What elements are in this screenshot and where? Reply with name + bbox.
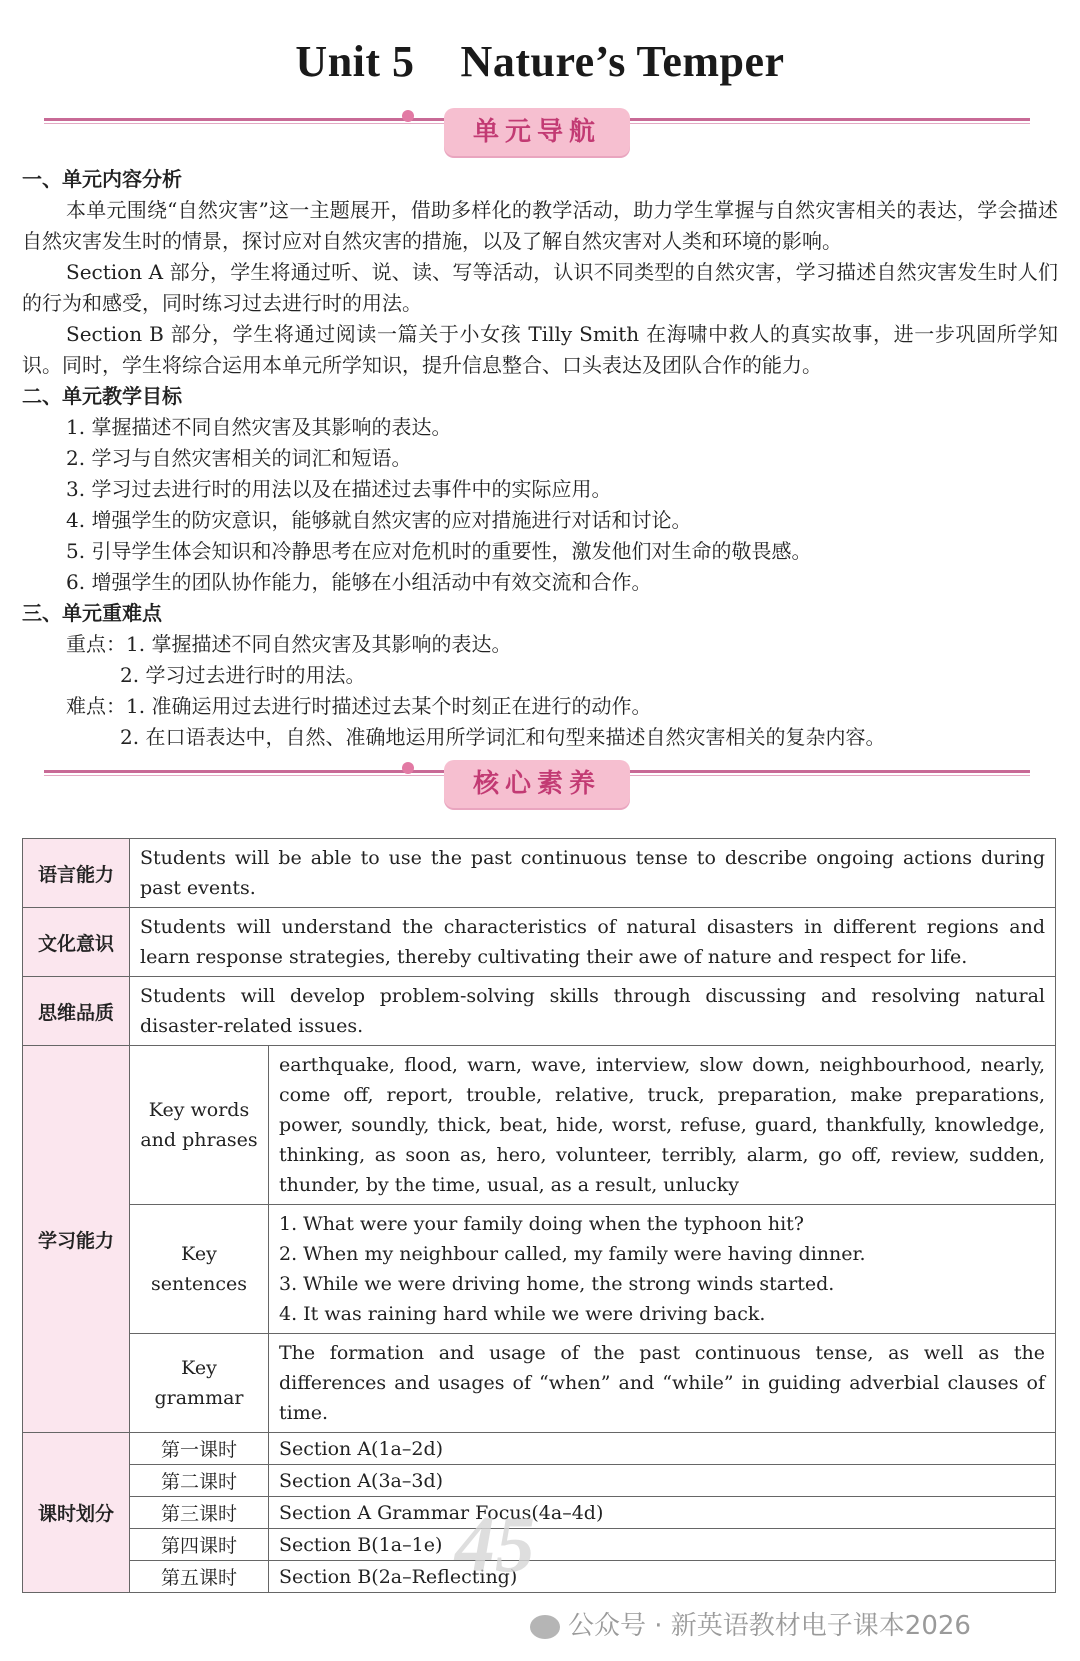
page-title: Unit 5 Nature’s Temper bbox=[295, 37, 785, 86]
key-grammar-cell: The formation and usage of the past continuous tense, as well as the differences and usages of “when” and “while” in guiding adverbial clauses of time. bbox=[269, 1334, 1056, 1433]
table-row bbox=[23, 1497, 1056, 1529]
section-banner-core bbox=[44, 760, 1030, 814]
paragraph: 本单元围绕“自然灾害”这一主题展开，借助多样化的教学活动，助力学生掌握与自然灾害相关的表达，学会描述自然灾害发生时的情景，探讨应对自然灾害的措施，以及了解自然灾害对人类和环境的影响。 bbox=[22, 198, 1058, 253]
key-point: 重点：1. 掌握描述不同自然灾害及其影响的表达。 bbox=[66, 632, 512, 656]
row-label: 思维品质 bbox=[23, 977, 130, 1046]
table-row bbox=[23, 839, 1056, 908]
key-words-cell: earthquake, flood, warn, wave, interview, slow down, neighbourhood, nearly, come off, report, trouble, relative, truck, preparation, make preparations, power, soundly, thick, beat, hide, worst, refuse, guard, thankfully, knowledge, thinking, as soon as, hero, volunteer, terribly, alarm, go off, review, sudden, thunder, by the time, usual, as a result, unlucky bbox=[269, 1046, 1056, 1205]
unit-navigation-text bbox=[22, 164, 1058, 753]
core-competencies-table bbox=[22, 838, 1056, 1593]
row-label: 文化意识 bbox=[23, 908, 130, 977]
lesson-content: Section A(1a–2d) bbox=[269, 1433, 1056, 1465]
row-label: 学习能力 bbox=[23, 1046, 130, 1433]
table-cell: Students will understand the characteristics of natural disasters in different regions and learn response strategies, thereby cultivating their awe of nature and respect for life. bbox=[130, 908, 1056, 977]
key-sentences-cell bbox=[269, 1205, 1056, 1334]
banner-label: 单元导航 bbox=[444, 108, 630, 156]
footer-watermark bbox=[530, 1605, 971, 1642]
lesson-period: 第五课时 bbox=[130, 1561, 269, 1593]
section-heading: 一、单元内容分析 bbox=[22, 167, 182, 191]
row-label: 语言能力 bbox=[23, 839, 130, 908]
list-item: 1. 掌握描述不同自然灾害及其影响的表达。 bbox=[66, 415, 452, 439]
sub-label: Key words and phrases bbox=[130, 1046, 269, 1205]
wechat-icon bbox=[530, 1615, 560, 1639]
sentence: 2. When my neighbour called, my family were having dinner. bbox=[279, 1243, 866, 1265]
table-row bbox=[23, 1334, 1056, 1433]
row-label: 课时划分 bbox=[23, 1433, 130, 1593]
table-row bbox=[23, 1205, 1056, 1334]
sentence: 1. What were your family doing when the typhoon hit? bbox=[279, 1213, 804, 1235]
list-item: 6. 增强学生的团队协作能力，能够在小组活动中有效交流和合作。 bbox=[66, 570, 652, 594]
lesson-content: Section B(1a–1e) bbox=[269, 1529, 1056, 1561]
lesson-period: 第四课时 bbox=[130, 1529, 269, 1561]
paragraph: Section A 部分，学生将通过听、说、读、写等活动，认识不同类型的自然灾害，学习描述自然灾害发生时人们的行为和感受，同时练习过去进行时的用法。 bbox=[22, 260, 1058, 315]
footer-text: 公众号 · 新英语教材电子课本2026 bbox=[568, 1611, 971, 1641]
table-row bbox=[23, 1433, 1056, 1465]
key-point: 2. 学习过去进行时的用法。 bbox=[120, 663, 366, 687]
list-item: 5. 引导学生体会知识和冷静思考在应对危机时的重要性，激发他们对生命的敬畏感。 bbox=[66, 539, 812, 563]
lesson-period: 第三课时 bbox=[130, 1497, 269, 1529]
section-heading: 二、单元教学目标 bbox=[22, 384, 182, 408]
difficult-point: 难点：1. 准确运用过去进行时描述过去某个时刻正在进行的动作。 bbox=[66, 694, 652, 718]
difficult-point: 2. 在口语表达中，自然、准确地运用所学词汇和句型来描述自然灾害相关的复杂内容。 bbox=[120, 725, 886, 749]
section-heading: 三、单元重难点 bbox=[22, 601, 162, 625]
banner-label: 核心素养 bbox=[444, 760, 630, 808]
lesson-content: Section B(2a–Reflecting) bbox=[269, 1561, 1056, 1593]
table-row bbox=[23, 1529, 1056, 1561]
table-row bbox=[23, 1465, 1056, 1497]
table-cell: Students will develop problem-solving skills through discussing and resolving natural disaster-related issues. bbox=[130, 977, 1056, 1046]
table-cell: Students will be able to use the past continuous tense to describe ongoing actions during past events. bbox=[130, 839, 1056, 908]
table-row bbox=[23, 1046, 1056, 1205]
table-row bbox=[23, 908, 1056, 977]
list-item: 4. 增强学生的防灾意识，能够就自然灾害的应对措施进行对话和讨论。 bbox=[66, 508, 692, 532]
list-item: 3. 学习过去进行时的用法以及在描述过去事件中的实际应用。 bbox=[66, 477, 612, 501]
sub-label: Key sentences bbox=[130, 1205, 269, 1334]
lesson-period: 第一课时 bbox=[130, 1433, 269, 1465]
lesson-content: Section A Grammar Focus(4a–4d) bbox=[269, 1497, 1056, 1529]
page-number-watermark: 45 bbox=[455, 1501, 535, 1589]
list-item: 2. 学习与自然灾害相关的词汇和短语。 bbox=[66, 446, 412, 470]
section-banner-navigation bbox=[44, 108, 1030, 162]
table-row bbox=[23, 977, 1056, 1046]
table-row bbox=[23, 1561, 1056, 1593]
lesson-period: 第二课时 bbox=[130, 1465, 269, 1497]
lesson-content: Section A(3a–3d) bbox=[269, 1465, 1056, 1497]
sub-label: Key grammar bbox=[130, 1334, 269, 1433]
sentence: 4. It was raining hard while we were driving back. bbox=[279, 1303, 766, 1325]
paragraph: Section B 部分，学生将通过阅读一篇关于小女孩 Tilly Smith 在海啸中救人的真实故事，进一步巩固所学知识。同时，学生将综合运用本单元所学知识，提升信息整合、口头表达及团队合作的能力。 bbox=[22, 322, 1058, 377]
sentence: 3. While we were driving home, the strong winds started. bbox=[279, 1273, 835, 1295]
